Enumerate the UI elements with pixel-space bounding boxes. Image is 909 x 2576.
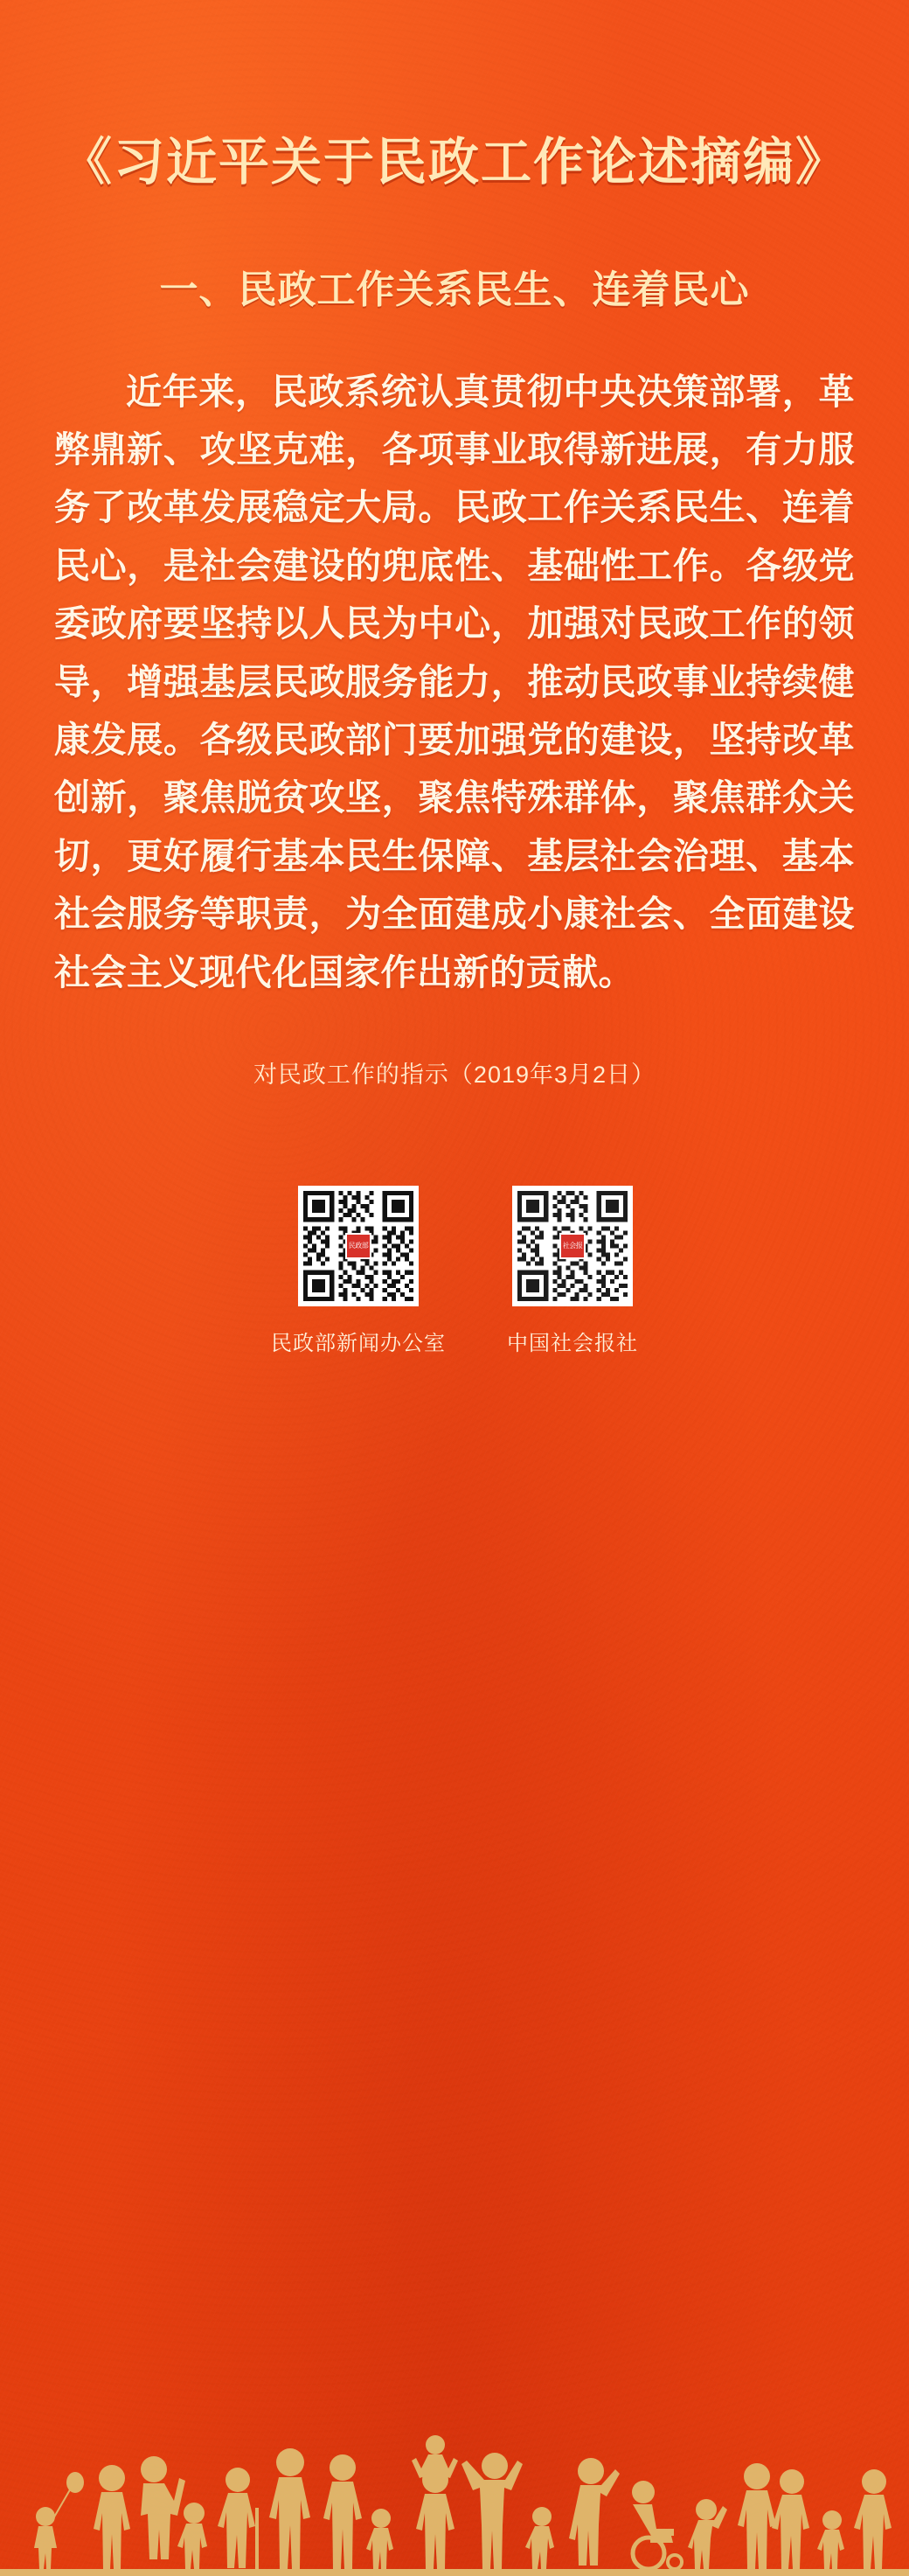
source-note: 对民政工作的指示（2019年3月2日） [253, 1061, 656, 1088]
qr-block-minzhengbu [271, 1186, 446, 1356]
people-silhouette-art [0, 2314, 909, 2576]
qr-label-shehuibao: 中国社会报社 [507, 1331, 638, 1355]
page-title: 《习近平关于民政工作论述摘编》 [60, 134, 848, 191]
qr-block-shehuibao [507, 1186, 638, 1356]
qr-code-minzhengbu[interactable] [298, 1186, 419, 1306]
qr-center-logo: 民政部 [345, 1233, 371, 1259]
qr-code-row [0, 1090, 909, 1356]
qr-center-logo: 社会报 [559, 1233, 586, 1259]
section-heading: 一、民政工作关系民生、连着民心 [159, 268, 750, 311]
qr-label-minzhengbu: 民政部新闻办公室 [271, 1331, 446, 1355]
qr-code-shehuibao[interactable] [512, 1186, 633, 1306]
body-paragraph: 近年来，民政系统认真贯彻中央决策部署，革弊鼎新、攻坚克难，各项事业取得新进展，有力服务了改革发展稳定大局。民政工作关系民生、连着民心，是社会建设的兜底性、基础性工作。各级党委政府要坚持以人民为中心，加强对民政工作的领导，增强基层民政服务能力，推动民政事业持续健康发展。各级民政部门要加强党的建设，坚持改革创新，聚焦脱贫攻坚，聚焦特殊群体，聚焦群众关切，更好履行基本民生保障、基层社会治理、基本社会服务等职责，为全面建成小康社会、全面建设社会主义现代化国家作出新的贡献。 [54, 371, 855, 992]
